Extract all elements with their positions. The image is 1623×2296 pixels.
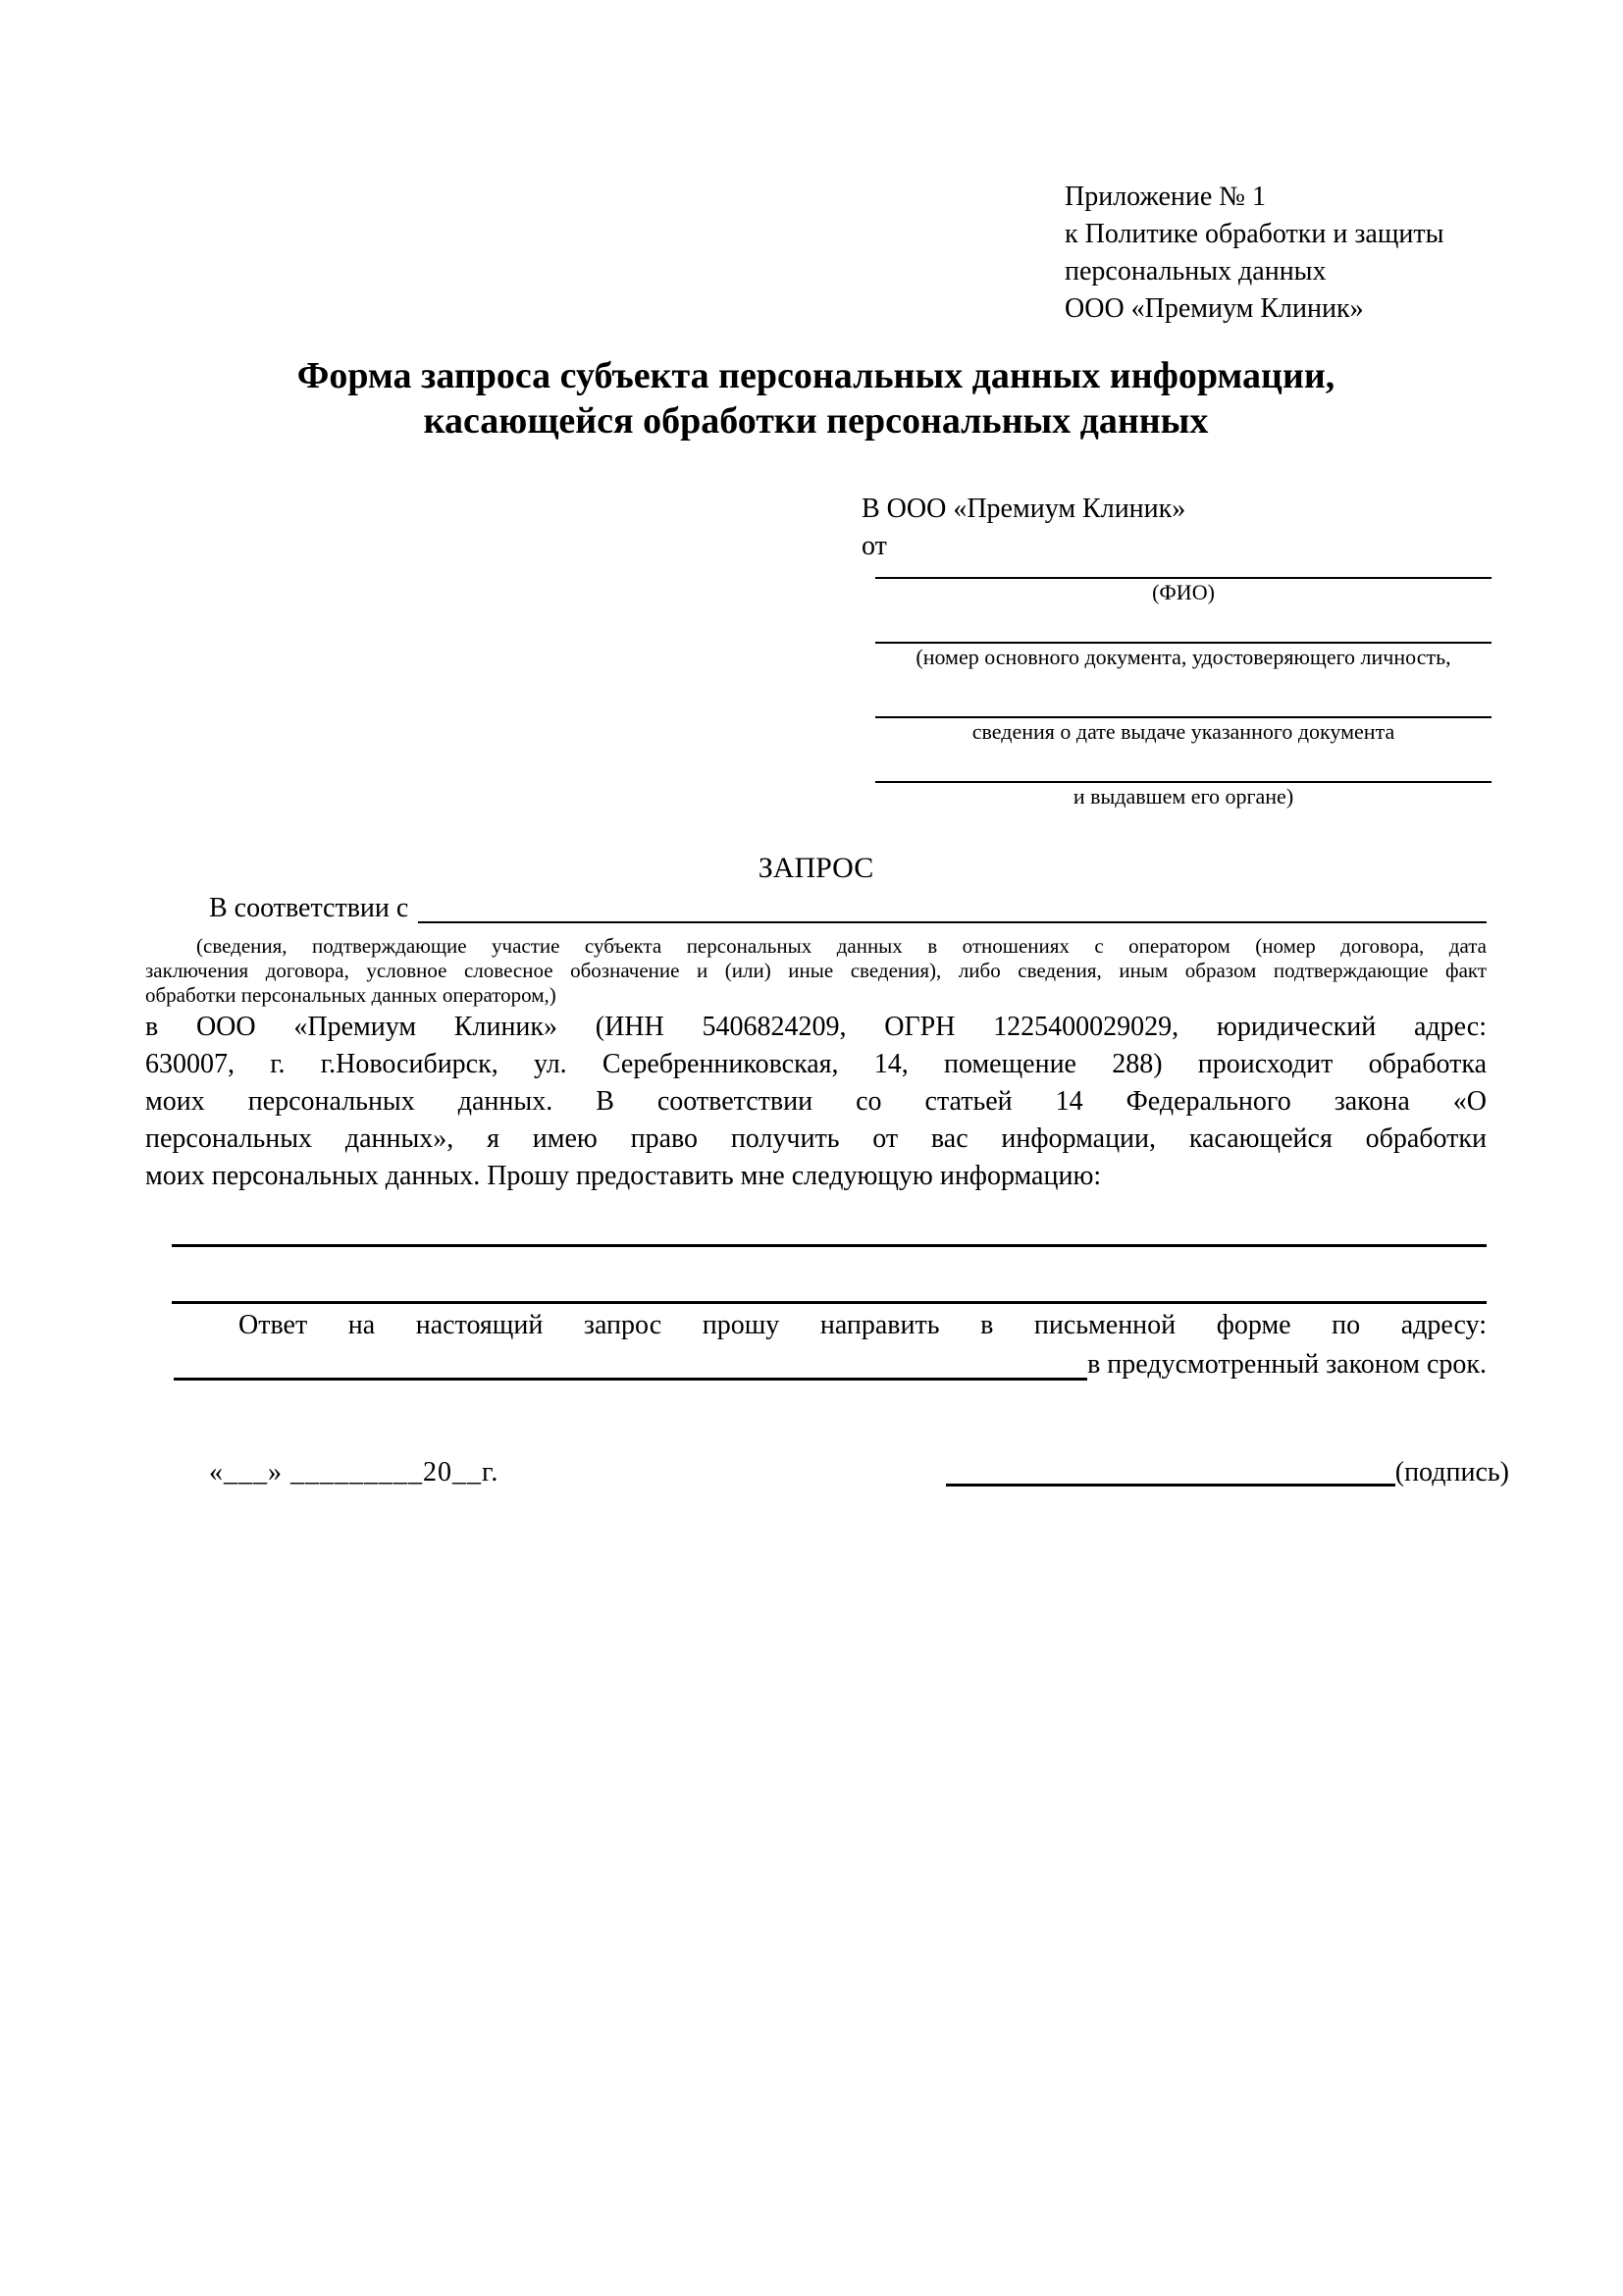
addressee-to: В ООО «Премиум Клиник»	[862, 494, 1186, 524]
clarification-line: (сведения, подтверждающие участие субъекта персональных данных в отношениях с оператором (номер договора, дата	[196, 934, 1487, 958]
signature-caption: (подпись)	[1394, 1457, 1509, 1487]
appendix-line: персональных данных	[1065, 256, 1327, 287]
fio-blank-line	[875, 565, 1492, 579]
body-line: 630007, г. г.Новосибирск, ул. Серебренниковская, 14, помещение 288) происходит обработка	[145, 1049, 1487, 1079]
date-blank: «___» _________20__г.	[209, 1457, 499, 1487]
appendix-line: к Политике обработки и защиты	[1065, 219, 1444, 249]
information-blank-line	[172, 1264, 1487, 1304]
signature-blank-line	[946, 1454, 1395, 1487]
signature-area	[946, 1454, 1509, 1491]
appendix-note	[1065, 179, 1443, 328]
paragraph-indent	[145, 891, 209, 926]
document-title	[145, 353, 1487, 444]
issue-date-blank-line	[875, 670, 1492, 718]
addressee-block	[862, 491, 1492, 809]
reply-paragraph	[145, 1307, 1487, 1383]
clarification-line: заключения договора, условное словесное обозначение и (или) иные сведения), либо сведения, иным образом подтверждающие факт	[145, 959, 1487, 982]
document-number-caption: (номер основного документа, удостоверяющего личность,	[916, 645, 1451, 669]
body-line: персональных данных», я имею право получить от вас информации, касающейся обработки	[145, 1123, 1487, 1154]
reply-address-row	[145, 1346, 1487, 1383]
issuing-authority-blank-line	[875, 745, 1492, 783]
information-blank-line	[172, 1207, 1487, 1247]
address-blank-line	[174, 1346, 1087, 1381]
clarification-note	[145, 934, 1487, 1008]
body-line: моих персональных данных. Прошу предоставить мне следующую информацию:	[145, 1161, 1102, 1191]
title-line: касающейся обработки персональных данных	[423, 400, 1209, 442]
document-number-blank-line	[875, 605, 1492, 644]
addressee-from-label: от	[862, 531, 887, 561]
fio-caption: (ФИО)	[1152, 580, 1215, 604]
title-line: Форма запроса субъекта персональных данных информации,	[296, 355, 1335, 396]
issue-date-caption: сведения о дате выдаче указанного документа	[971, 719, 1395, 744]
issuing-authority-caption: и выдавшем его органе)	[1073, 784, 1294, 809]
request-heading: ЗАПРОС	[758, 852, 874, 884]
reply-suffix: в предусмотренный законом срок.	[1087, 1349, 1487, 1380]
body-line: в ООО «Премиум Клиник» (ИНН 5406824209, ОГРН 1225400029029, юридический адрес:	[145, 1012, 1487, 1042]
body-line: моих персональных данных. В соответствии со статьей 14 Федерального закона «О	[145, 1086, 1487, 1117]
appendix-line: Приложение № 1	[1065, 182, 1266, 212]
accordance-prefix: В соответствии с	[209, 893, 409, 923]
date-signature-row	[145, 1454, 1509, 1491]
accordance-blank-line	[418, 891, 1487, 923]
request-body	[145, 1009, 1487, 1195]
appendix-line: ООО «Премиум Клиник»	[1065, 293, 1364, 324]
reply-line: Ответ на настоящий запрос прошу направить в письменной форме по адресу:	[238, 1310, 1487, 1340]
accordance-row	[145, 891, 1487, 926]
clarification-line: обработки персональных данных оператором,)	[145, 983, 556, 1007]
